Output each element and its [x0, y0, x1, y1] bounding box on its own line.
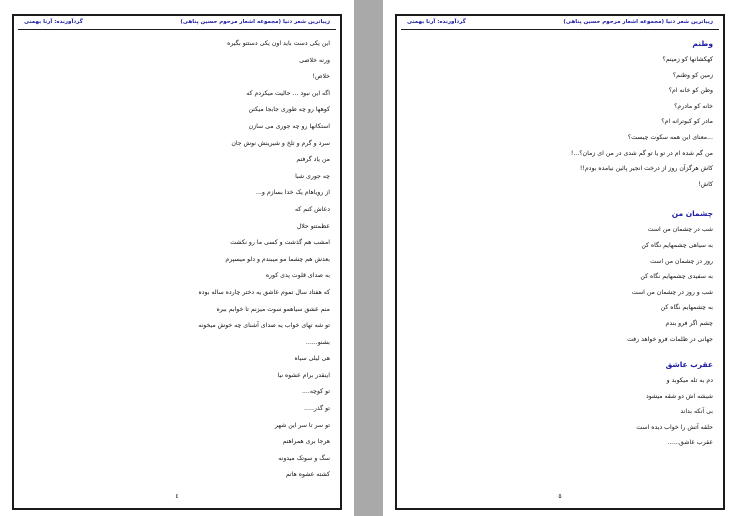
page-header — [401, 19, 719, 30]
poem-line: سرد و گرم و تلخ و شیرینش نوش جان — [231, 139, 330, 147]
poem-line: شب و روز در چشمان من است — [631, 288, 713, 296]
poem-line: من گم شده ام در تو یا تو گم شدی در من ای زمان؟...! — [570, 149, 713, 157]
poem-line: هی لیلی سیاه — [294, 355, 330, 363]
poem-body — [24, 36, 330, 492]
poem-line: به سیاهی چشمهایم نگاه کن — [641, 241, 713, 249]
poem-line: کاش! — [698, 180, 713, 188]
poem-line: شیشه اش دو شقه میشود — [645, 392, 713, 400]
poem-line: به چشمهایم نگاه کن — [660, 304, 713, 312]
page-number: ٥ — [558, 493, 562, 500]
poem-line: بعدش هم چشما مو میبندم و دلو میسپرم — [225, 255, 330, 263]
poem-line: مادر کو کبوترانه ام؟ — [661, 118, 713, 126]
poem-line: کوهها رو چه طوری جابجا میکنن — [248, 106, 330, 114]
poem-line: اگه این نبود ... حالیت میکردم که — [246, 89, 330, 97]
page-frame — [395, 14, 725, 510]
poem-line: چشم اگر فرو بندم — [665, 319, 713, 327]
poem-line: سگ و سوتک میدونه — [278, 454, 330, 462]
page-number: ٤ — [175, 493, 179, 500]
poem-line: عقرب عاشق...... — [667, 439, 713, 447]
page-gutter — [354, 0, 383, 516]
poem-line: تو گذر..... — [304, 405, 330, 413]
header-title: زیباترین شعر دنیا (مجموعه اشعار مرحوم حسین پناهی) — [180, 19, 330, 25]
poem-line: عظمتتو حلال — [296, 222, 330, 230]
poem-line: این یکی دست باید اون یکی دستتو بگیره — [227, 40, 330, 47]
header-title: زیباترین شعر دنیا (مجموعه اشعار مرحوم حسین پناهی) — [563, 19, 713, 25]
poem-title: چشمان من — [671, 209, 713, 219]
poem-line: من یاد گرفتم — [296, 156, 330, 164]
poem-line: روز در چشمان من است — [650, 257, 713, 265]
poem-title: عقرب عاشق — [665, 360, 713, 370]
poem-line: منم عشق سیاهمو سوت میزنم تا خوابم ببره — [216, 305, 330, 313]
poem-line: حلقه آتش را خواب دیده است — [636, 423, 713, 431]
poem-line: استکانها رو چه جوری می سازن — [248, 122, 330, 130]
poem-line: کهکشانها کو زمینم؟ — [662, 56, 713, 63]
page-header — [18, 19, 336, 30]
poem-line: تو شه تهای خواب یه صدای آشنای چه خوش میخونه — [198, 322, 330, 330]
poem-line: خانه کو مادرم؟ — [674, 102, 713, 110]
poem-line: چه جوری شبا — [295, 172, 330, 180]
poem-line: که هفتاد سال تموم عاشق یه دختر چارده ساله بوده — [198, 288, 330, 296]
poem-line: کشته عشوه هاتم — [285, 471, 330, 479]
poem-line: از رویاهام یک خدا بسازم و... — [256, 189, 330, 197]
poem-title: وطنم — [692, 39, 713, 48]
poem-line: امشب هم گذشت و کسی ما رو نکشت — [230, 239, 330, 247]
poem-line: تو سر تا سر این شهر — [274, 421, 330, 429]
poem-line: هرجا بری همراهتم — [282, 438, 330, 446]
page-left — [0, 0, 354, 516]
poem-line: دم به تله میکوبد و — [666, 377, 713, 385]
poem-line: زمین کو وطنم؟ — [672, 71, 713, 79]
poem-line: ورنه خلاصی — [299, 56, 330, 64]
poem-line: به صدای قلوت پدی کوره — [265, 272, 330, 280]
poem-line: شب در چشمان من است — [647, 226, 713, 234]
poem-line: بی آنکه بداند — [680, 408, 713, 416]
header-compiler: گردآورنده: آرنا بهمنی — [24, 19, 83, 25]
poem-line: کاش هرگزآن روز از درخت انجیر پائین نیامده بودم!! — [579, 165, 713, 173]
poem-line: وطن کو خانه ام؟ — [668, 87, 713, 95]
poem-line: دعاش کنم که — [294, 205, 330, 213]
poem-line: بشنو...... — [305, 338, 330, 346]
poem-line: تو کوچه.... — [301, 388, 330, 396]
poem-line: خلاص! — [312, 73, 330, 81]
poem-body — [407, 36, 713, 492]
poem-line: به سفیدی چشمهایم نگاه کن — [640, 273, 713, 281]
poem-line: جهانی در ظلمات فرو خواهد رفت — [627, 335, 713, 343]
page-frame — [12, 14, 342, 510]
poem-line: اینقدر برام عشوه نیا — [277, 371, 330, 379]
header-compiler: گردآورنده: آرنا بهمنی — [407, 19, 466, 25]
poem-line: ...معنای این همه سکوت چیست؟ — [627, 133, 713, 141]
page-right — [383, 0, 737, 516]
